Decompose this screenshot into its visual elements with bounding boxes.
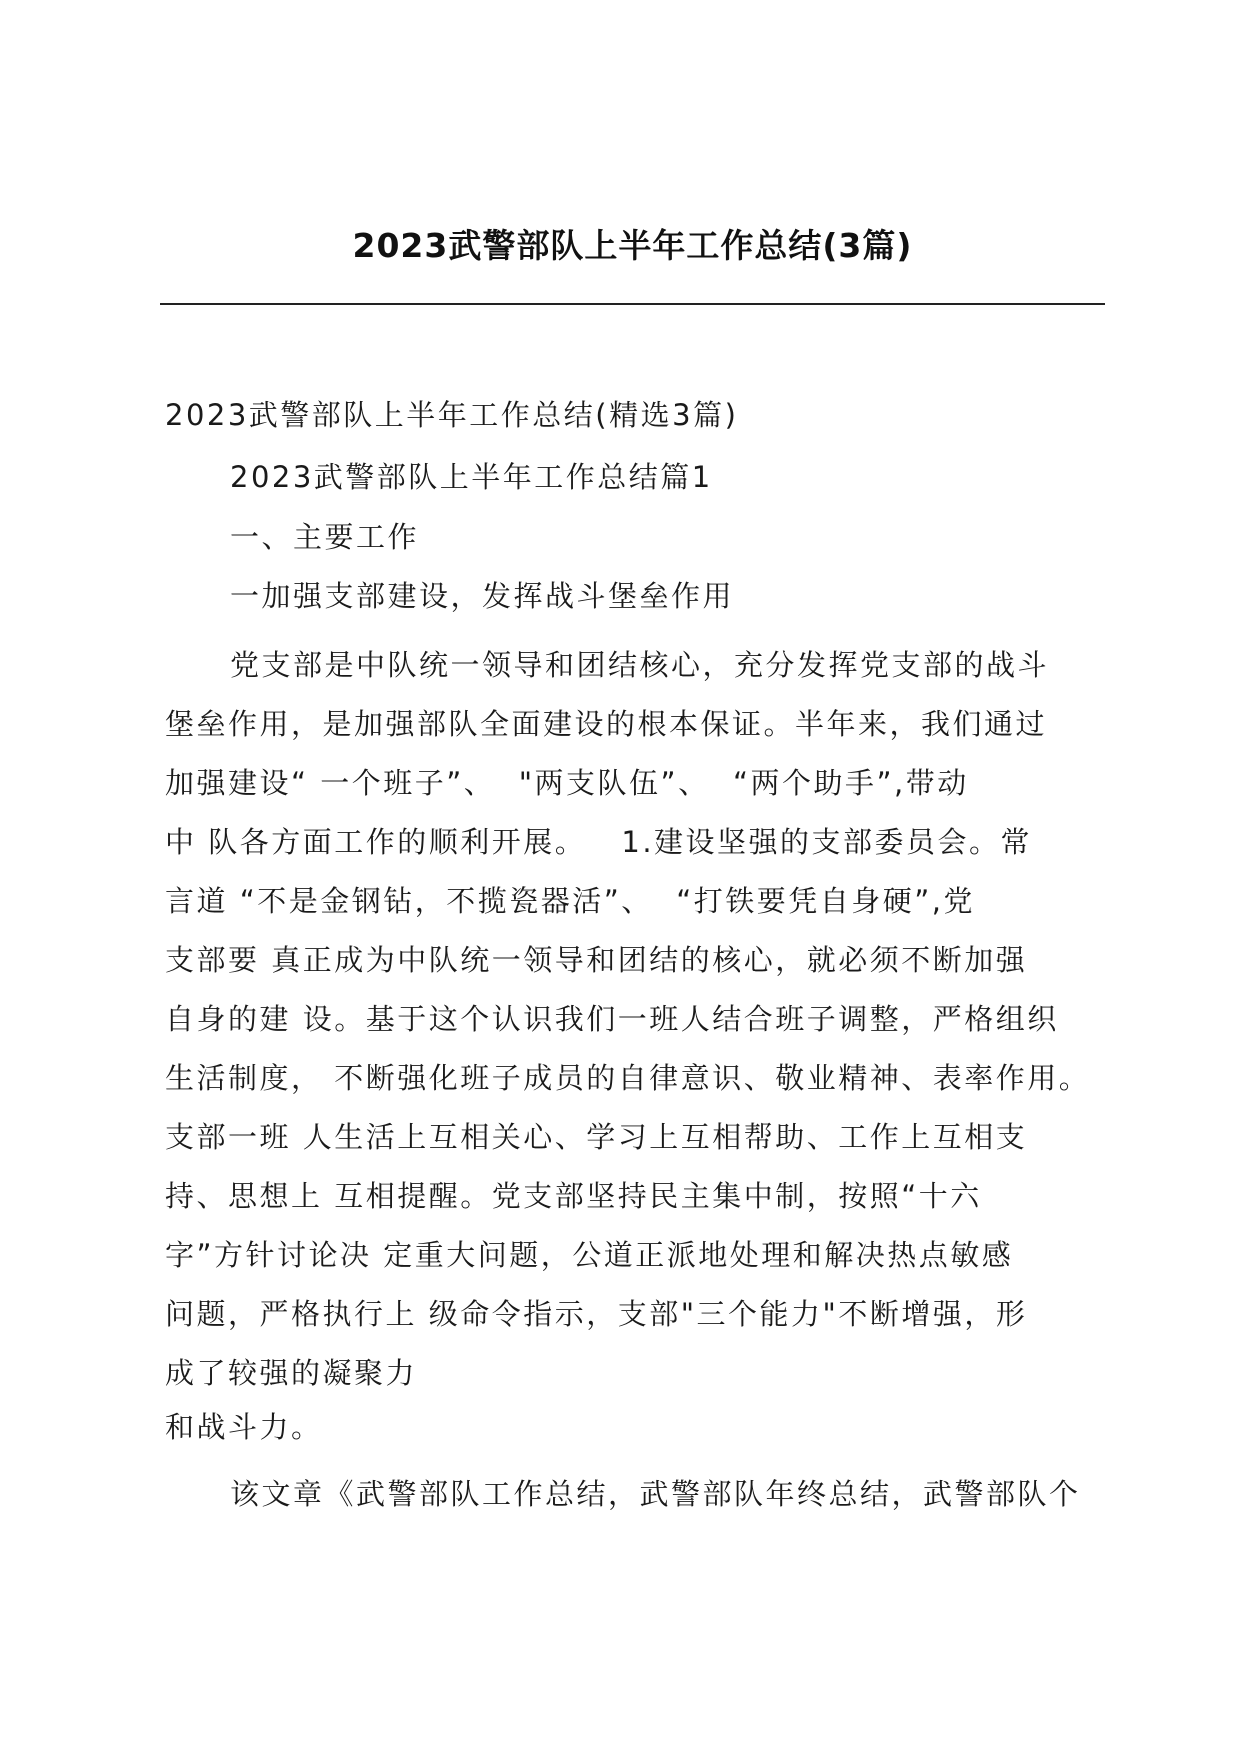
body-line: 生活制度， 不断强化班子成员的自律意识、敬业精神、表率作用。 [165,1061,1091,1095]
body-line: 和战斗力。 [165,1410,323,1444]
body-line: 言道 “不是金钢钻，不揽瓷器活”、 “打铁要凭自身硬”,党 [165,884,975,918]
body-line: 字”方针讨论决 定重大问题，公道正派地处理和解决热点敏感 [165,1238,1014,1272]
body-line: 加强建设“ 一个班子”、 "两支队伍”、 “两个助手”,带动 [165,766,969,800]
document-subtitle: 2023武警部队上半年工作总结(精选3篇) [165,398,739,432]
body-line: 持、思想上 互相提醒。党支部坚持民主集中制，按照“十六 [165,1179,982,1213]
title-divider [160,303,1105,305]
body-line: 支部要 真正成为中队统一领导和团结的核心，就必须不断加强 [165,943,1028,977]
heading-main-work: 一、主要工作 [230,520,420,554]
closing-line: 该文章《武警部队工作总结，武警部队年终总结，武警部队个 [230,1477,1081,1511]
section-heading: 2023武警部队上半年工作总结篇1 [230,460,713,494]
body-line: 堡垒作用，是加强部队全面建设的根本保证。半年来，我们通过 [165,707,1048,741]
heading-branch-building: 一加强支部建设，发挥战斗堡垒作用 [230,579,735,613]
body-line: 支部一班 人生活上互相关心、学习上互相帮助、工作上互相支 [165,1120,1028,1154]
document-title: 2023武警部队上半年工作总结(3篇) [352,226,913,265]
body-line: 党支部是中队统一领导和团结核心，充分发挥党支部的战斗 [230,648,1050,682]
body-line: 中 队各方面工作的顺利开展。 1.建设坚强的支部委员会。常 [165,825,1033,859]
body-line: 自身的建 设。基于这个认识我们一班人结合班子调整，严格组织 [165,1002,1059,1036]
body-line: 成了较强的凝聚力 [165,1356,418,1390]
body-line: 问题，严格执行上 级命令指示，支部"三个能力"不断增强，形 [165,1297,1028,1331]
